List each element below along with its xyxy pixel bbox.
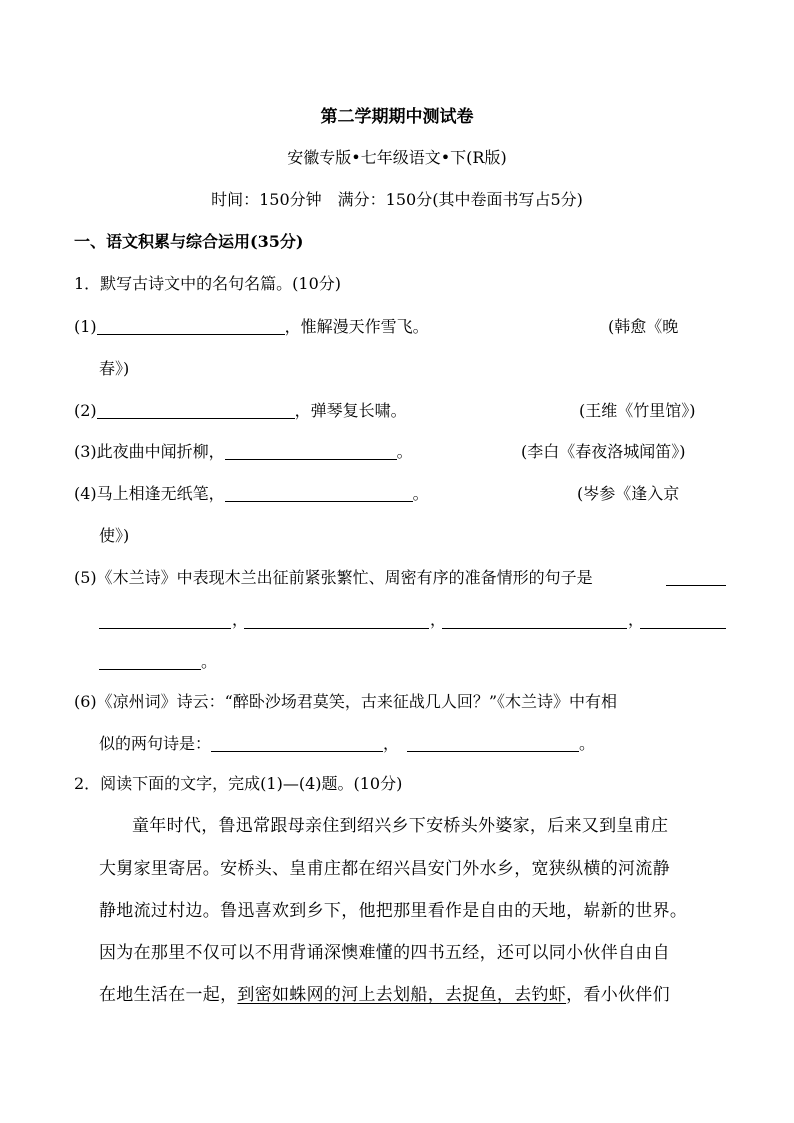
- passage-text: 在地生活在一起，: [99, 985, 238, 1005]
- answer-blank[interactable]: [211, 736, 383, 752]
- answer-blank[interactable]: [225, 444, 397, 460]
- answer-blank[interactable]: [99, 654, 201, 670]
- answer-blank[interactable]: [225, 486, 413, 502]
- exam-subtitle: 安徽专版•七年级语文•下(R版): [287, 148, 507, 167]
- question-2-stem: 2．阅读下面的文字，完成(1)—(4)题。(10分): [74, 774, 403, 793]
- item-text: (3)此夜曲中闻折柳，: [74, 442, 225, 461]
- item-number: (2): [74, 401, 97, 420]
- item-text: ，弹琴复长啸。: [294, 401, 407, 420]
- answer-blank[interactable]: [640, 628, 726, 629]
- item-source-continued: 使》): [99, 526, 130, 545]
- answer-blank[interactable]: [666, 585, 726, 586]
- passage-line: [99, 987, 670, 1004]
- comma: ，: [628, 610, 645, 629]
- passage-line: 因为在那里不仅可以不用背诵深懊难懂的四书五经，还可以同小伙伴自由自: [99, 943, 670, 963]
- q1-item-2: [74, 403, 407, 419]
- item-end: 。: [412, 484, 429, 503]
- question-1-stem: 1．默写古诗文中的名句名篇。(10分): [74, 274, 342, 293]
- q1-item-6-continued: [99, 736, 595, 752]
- item-text: (4)马上相逢无纸笔，: [74, 484, 225, 503]
- item-number: (1): [74, 317, 97, 336]
- item-end: 。: [396, 442, 413, 461]
- answer-blank[interactable]: [407, 736, 579, 752]
- q1-item-3: [74, 444, 413, 460]
- answer-blank[interactable]: [244, 628, 429, 629]
- q1-item-5: (5)《木兰诗》中表现木兰出征前紧张繁忙、周密有序的准备情形的句子是: [74, 568, 593, 587]
- item-source: (岑参《逢入京: [577, 484, 680, 503]
- answer-blank[interactable]: [442, 628, 627, 629]
- underlined-sentence: 到密如蛛网的河上去划船，去捉鱼，去钓虾: [237, 985, 567, 1005]
- item-source: (李白《春夜洛城闻笛》): [521, 442, 686, 461]
- item-source: (王维《竹里馆》): [579, 401, 696, 420]
- answer-blank[interactable]: [97, 319, 285, 335]
- q1-item-5-last: [99, 654, 217, 670]
- comma: ，: [430, 610, 447, 629]
- page-title: 第二学期期中测试卷: [320, 107, 474, 127]
- item-source-continued: 春》): [99, 359, 130, 378]
- passage-line: 静地流过村边。鲁迅喜欢到乡下，他把那里看作是自由的天地，崭新的世界。: [99, 901, 688, 921]
- q1-item-1: [74, 319, 429, 335]
- passage-text: ，看小伙伴们: [566, 985, 670, 1005]
- item-end: 。: [201, 652, 218, 671]
- q1-item-4: [74, 486, 429, 502]
- item-end: 。: [579, 734, 596, 753]
- section-heading: 一、语文积累与综合运用(35分): [74, 232, 304, 251]
- passage-line: 大舅家里寄居。安桥头、皇甫庄都在绍兴昌安门外水乡，宽狭纵横的河流静: [99, 859, 670, 879]
- item-text: 似的两句诗是：: [99, 734, 212, 753]
- comma: ，: [232, 610, 249, 629]
- answer-blank[interactable]: [99, 628, 231, 629]
- item-text: ，惟解漫天作雪飞。: [284, 317, 429, 336]
- comma: ，: [383, 734, 400, 753]
- passage-line: 童年时代，鲁迅常跟母亲住到绍兴乡下安桥头外婆家，后来又到皇甫庄: [132, 816, 669, 836]
- exam-info: 时间：150分钟 满分：150分(其中卷面书写占5分): [211, 190, 583, 209]
- item-source: (韩愈《晚: [608, 317, 679, 336]
- answer-blank[interactable]: [97, 403, 295, 419]
- q1-item-6: (6)《凉州词》诗云：“醉卧沙场君莫笑，古来征战几人回？”《木兰诗》中有相: [74, 692, 618, 711]
